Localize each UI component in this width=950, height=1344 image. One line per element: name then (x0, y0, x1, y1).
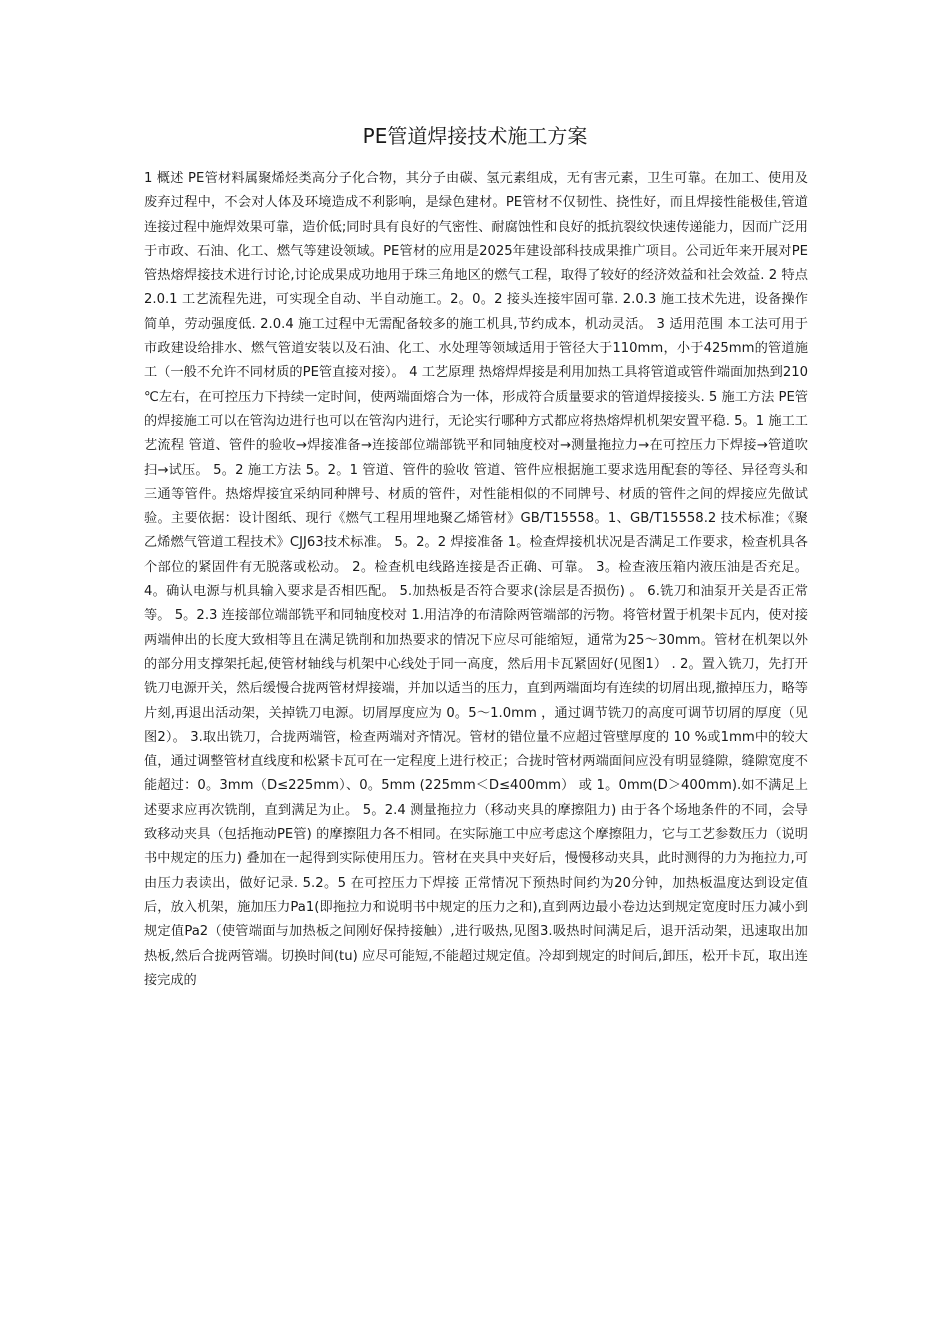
document-title: PE管道焊接技术施工方案 (362, 124, 588, 148)
document-body-text: 1 概述 PE管材料属聚烯烃类高分子化合物，其分子由碳、氢元素组成，无有害元素，卫生可靠。在加工、使用及废弃过程中，不会对人体及环境造成不利影响，是绿色建材。PE管材不仅韧性、挠性好，而且焊接性能极佳,管道连接过程中施焊效果可靠，造价低;同时具有良好的气密性、耐腐蚀性和良好的抵抗裂纹快速传递能力，因而广泛用于市政、石油、化工、燃气等建设领域。PE管材的应用是2025年建设部科技成果推广项目。公司近年来开展对PE管热熔焊接技术进行讨论,讨论成果成功地用于珠三角地区的燃气工程，取得了较好的经济效益和社会效益. 2 特点 2.0.1 工艺流程先进，可实现全自动、半自动施工。2。0。2 接头连接牢固可靠. 2.0.3 施工技术先进，设备操作简单，劳动强度低. 2.0.4 施工过程中无需配备较多的施工机具,节约成本，机动灵活。 3 适用范围 本工法可用于市政建设给排水、燃气管道安装以及石油、化工、水处理等领域适用于管径大于110mm，小于425mm的管道施工（一般不允许不同材质的PE管直接对接）。 4 工艺原理 热熔焊焊接是利用加热工具将管道或管件端面加热到210 ℃左右，在可控压力下持续一定时间，使两端面熔合为一体，形成符合质量要求的管道焊接接头. 5 施工方法 PE管的焊接施工可以在管沟边进行也可以在管沟内进行，无论实行哪种方式都应将热熔焊机机架安置平稳. 5。1 施工工艺流程 管道、管件的验收→焊接准备→连接部位端部铣平和同轴度校对→测量拖拉力→在可控压力下焊接→管道吹扫→试压。 5。2 施工方法 5。2。1 管道、管件的验收 管道、管件应根据施工要求选用配套的等径、异径弯头和三通等管件。热熔焊接宜采纳同种牌号、材质的管件，对性能相似的不同牌号、材质的管件之间的焊接应先做试验。主要依据：设计图纸、现行《燃气工程用埋地聚乙烯管材》GB/T15558。1、GB/T15558.2 技术标准；《聚乙烯燃气管道工程技术》CJJ63技术标准。 5。2。2 焊接准备 1。检查焊接机状况是否满足工作要求，检查机具各个部位的紧固件有无脱落或松动。 2。检查机电线路连接是否正确、可靠。 3。检查液压箱内液压油是否充足。 4。确认电源与机具输入要求是否相匹配。 5.加热板是否符合要求(涂层是否损伤) 。 6.铣刀和油泵开关是否正常等。 5。2.3 连接部位端部铣平和同轴度校对 1.用洁净的布清除两管端部的污物。将管材置于机架卡瓦内，使对接两端伸出的长度大致相等且在满足铣削和加热要求的情况下应尽可能缩短，通常为25～30mm。管材在机架以外的部分用支撑架托起,使管材轴线与机架中心线处于同一高度，然后用卡瓦紧固好(见图1） . 2。置入铣刀，先打开铣刀电源开关，然后缓慢合拢两管材焊接端，并加以适当的压力，直到两端面均有连续的切屑出现,撤掉压力，略等片刻,再退出活动架，关掉铣刀电源。切屑厚度应为 0。5～1.0mm ，通过调节铣刀的高度可调节切屑的厚度（见图2）。 3.取出铣刀，合拢两端管，检查两端对齐情况。管材的错位量不应超过管壁厚度的 10 %或1mm中的较大值，通过调整管材直线度和松紧卡瓦可在一定程度上进行校正；合拢时管材两端面间应没有明显缝隙，缝隙宽度不能超过：0。3mm（D≤225mm）、0。5mm (225mm＜D≤400mm） 或 1。0mm(D＞400mm).如不满足上述要求应再次铣削，直到满足为止。 5。2.4 测量拖拉力（移动夹具的摩擦阻力) 由于各个场地条件的不同，会导致移动夹具（包括拖动PE管) 的摩擦阻力各不相同。在实际施工中应考虑这个摩擦阻力，它与工艺参数压力（说明书中规定的压力) 叠加在一起得到实际使用压力。管材在夹具中夹好后，慢慢移动夹具，此时测得的力为拖拉力,可由压力表读出，做好记录. 5.2。5 在可控压力下焊接 正常情况下预热时间约为20分钟，加热板温度达到设定值后，放入机架，施加压力Pa1(即拖拉力和说明书中规定的压力之和),直到两边最小卷边达到规定宽度时压力减小到规定值Pa2（使管端面与加热板之间刚好保持接触）,进行吸热,见图3.吸热时间满足后，退开活动架，迅速取出加热板,然后合拢两管端。切换时间(tu) 应尽可能短,不能超过规定值。冷却到规定的时间后,卸压，松开卡瓦，取出连接完成的 (144, 171, 808, 988)
